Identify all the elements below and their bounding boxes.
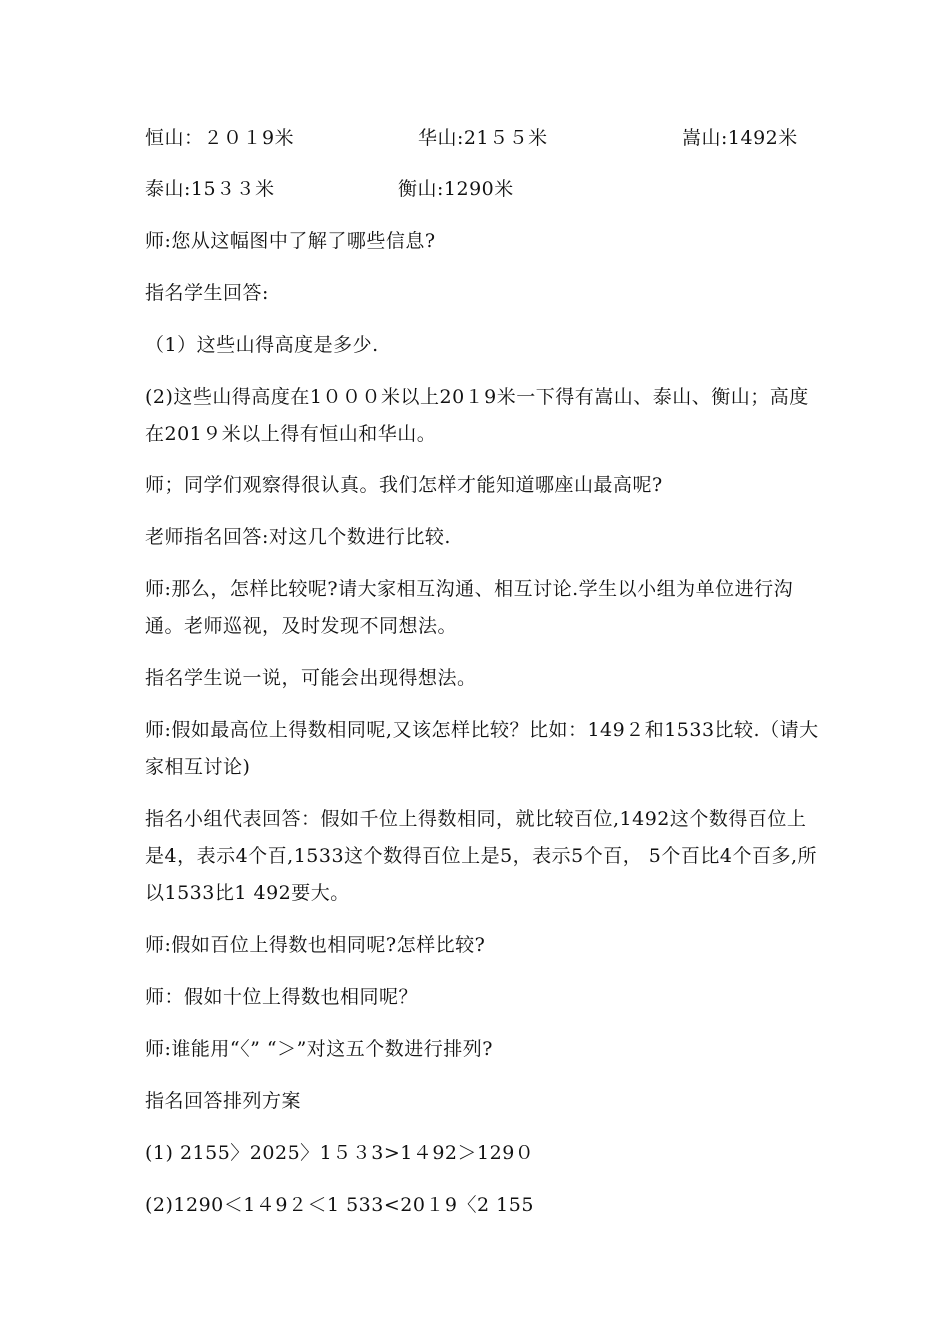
paragraph: (2)这些山得高度在1０００米以上20１9米一下得有嵩山、泰山、衡山；高度在201９米以上得有恒山和华山。 (145, 386, 809, 445)
paragraph: 师:假如百位上得数也相同呢?怎样比较? (145, 934, 486, 956)
paragraph: 指名学生回答: (145, 282, 269, 304)
paragraph: 师:谁能用“〈” “＞”对这五个数进行排列? (145, 1038, 493, 1060)
mountain-huashan: 华山:21５５米 (418, 127, 548, 149)
mountain-taishan: 泰山:15３３米 (145, 178, 275, 200)
paragraph: （1）这些山得高度是多少. (145, 334, 379, 356)
mountain-hengshan-south: 衡山:1290米 (398, 178, 514, 200)
paragraph: 师:那么，怎样比较呢?请大家相互沟通、相互讨论.学生以小组为单位进行沟通。老师巡视，及时发现不同想法。 (145, 578, 794, 637)
paragraph: 指名学生说一说，可能会出现得想法。 (145, 667, 477, 689)
mountain-songshan: 嵩山:1492米 (682, 127, 798, 149)
paragraph: 指名小组代表回答：假如千位上得数相同，就比较百位,1492这个数得百位上是4，表示4个百,1533这个数得百位上是5，表示5个百， 5个百比4个百多,所以1533比1 492要大。 (145, 808, 818, 904)
paragraph: 师：假如十位上得数也相同呢？ (145, 986, 419, 1008)
ordering-answer-1: (1) 2155〉2025〉1５３3>1４92＞129０ (145, 1142, 535, 1164)
paragraph: 师:您从这幅图中了解了哪些信息? (145, 230, 436, 252)
paragraph: 师；同学们观察得很认真。我们怎样才能知道哪座山最高呢? (145, 474, 663, 496)
paragraph: 师:假如最高位上得数相同呢,又该怎样比较？比如：149２和1533比较.（请大家相互讨论) (145, 719, 819, 778)
paragraph: 老师指名回答:对这几个数进行比较. (145, 526, 451, 548)
paragraph: 指名回答排列方案 (145, 1090, 302, 1112)
ordering-answer-2: (2)1290＜1４9２＜1 533<20１9〈2 155 (145, 1194, 534, 1216)
mountain-hengshan-north: 恒山：２０１9米 (145, 127, 295, 149)
